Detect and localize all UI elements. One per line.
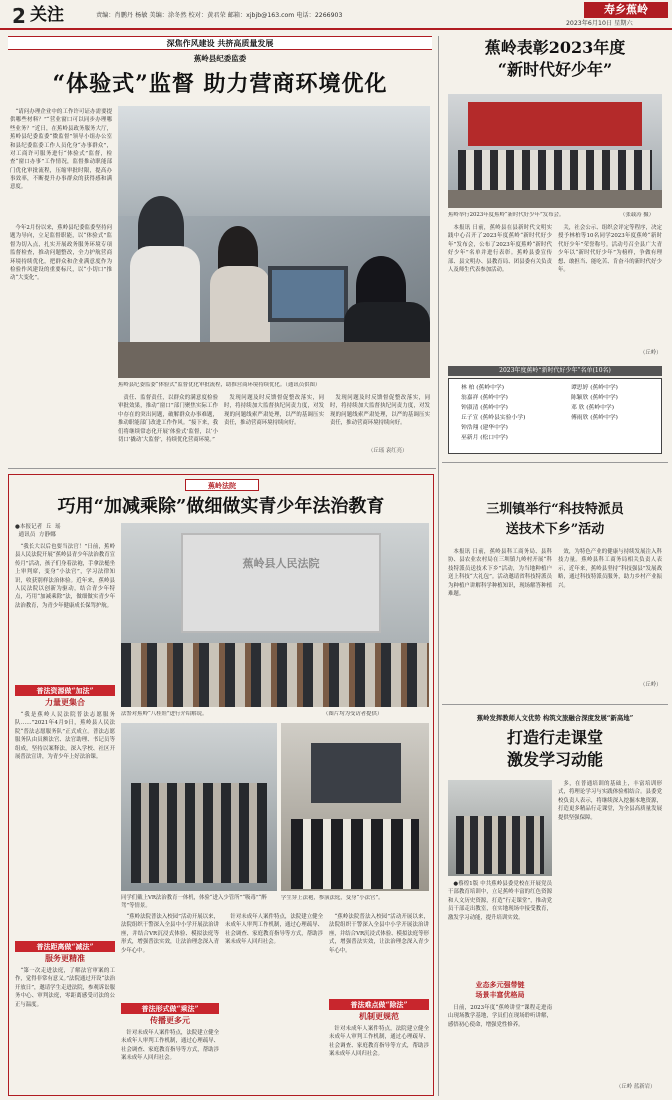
article-headline: 送技术下乡”活动 xyxy=(505,522,605,537)
page-number: 2 xyxy=(12,4,26,28)
article-body: 多，在普通培训的基础上，丰富培训形式，将理论学习与实践体验相结合。县委党校负责人表示，将继续深入挖掘本地资源，打造更多精品行走课堂，为全县高质量发展提供坚强保障。 xyxy=(558,781,662,821)
list-item: 谭思婷 (蕉岭中学) xyxy=(571,385,618,391)
article-photo xyxy=(121,523,429,707)
honor-list-left xyxy=(453,383,563,443)
article-subhead: 传播更多元 xyxy=(150,1015,190,1025)
list-item: 钟浩翔 (建华中学) xyxy=(461,425,508,431)
article-body: 责任、监督责任，以群众的满意度检验审批效果，推动“窗口”部门聚焦实际工作中存在的突出问题，破解群众办事难题，推动职能部门改进工作作风。“接下来，我们将继续常态化开展‘体验式’监督，以‘小切口’撬动‘大监督’，持续优化营商环境。” xyxy=(118,395,218,443)
article-body: “第一次走进法庭，了解法官审案的工作，觉得非常有意义。”法院通过开设“法治开放日”，邀请学生走进法院，参观诉讼服务中心、审判法庭，零距离感受司法的公正与温度。 xyxy=(15,968,115,1008)
article-tech-envoy xyxy=(444,470,666,700)
photo-caption: 同学们戴上VR法治教育一体机，体验“进入少管所”“吸毒”“醉驾”等情景。 xyxy=(121,895,267,909)
article-photo xyxy=(448,780,552,876)
list-item: 邓 欣 (蕉岭中学) xyxy=(571,405,614,411)
list-item: 陈颖欣 (蕉岭中学) xyxy=(571,395,618,401)
photo-caption: 学生穿上法袍，参演法庭，变身“小法官”。 xyxy=(281,895,384,901)
article-subhead: 普法难点做“除法” xyxy=(329,999,429,1010)
article-kicker: 蕉岭法院 xyxy=(208,481,236,490)
section-title: 关注 xyxy=(30,5,64,25)
article-subhead: 服务更精准 xyxy=(45,953,85,963)
article-court xyxy=(8,474,434,1096)
article-headline: 三圳镇举行“科技特派员 xyxy=(486,502,624,517)
article-walking-class xyxy=(444,708,666,1096)
article-body: 效，为特色产业的健康与持续发展注入科技力量。蕉岭县科工商务局相关负责人表示，近年来，蕉岭县坚持“科技强县”发展战略，通过科技特派员服务，助力乡村产业振兴。 xyxy=(558,549,662,589)
article-body: 本报讯 日前，蕉岭县在县新时代文明实践中心召开了2023年度蕉岭“新时代好少年”发布会，公布了2023年度蕉岭“新时代好少年”名单并进行表彰。蕉岭县委宣传部、县文明办、县教育局、团县委有关负责人及师生代表参加活动。 xyxy=(448,225,552,273)
list-item: 林 柏 (蕉岭中学) xyxy=(461,385,504,391)
court-sign: 蕉岭县人民法院 xyxy=(242,557,320,570)
photo-caption: 蕉岭举行2023年度蕉岭“新时代好少年”发布会。 xyxy=(448,212,565,218)
article-headline: 蕉岭表彰2023年度 xyxy=(484,38,626,57)
newspaper-logo: 寿乡蕉岭 xyxy=(584,2,668,18)
photo-caption: 蕉岭县纪委监委“体验式”监督优化审批流程，助推营商环境持续优化。（通讯员供图） xyxy=(118,382,321,388)
honor-list xyxy=(448,378,662,454)
article-subhead: 普法资源做“加法” xyxy=(15,685,115,696)
article-body: “蕉岭法院普法入校园”活动开展以来，法院组织干警深入全县中小学开展法治讲座，并结合VR沉浸式体验、模拟法庭等形式，增强普法实效，让法治理念深入青少年心中。 xyxy=(121,914,219,954)
article-body: 日前，2023年度“蕉岭讲堂”课程走进南山现场教学基地，学员们在现场聆听讲解，感悟初心使命，增强党性修养。 xyxy=(448,1005,552,1028)
article-photo xyxy=(121,723,277,891)
article-body: “我长大以后也要当法官！”日前，蕉岭县人民法院开展“蕉岭县青少年法治教育宣传月”活动，孩子们身着法袍，手拿法槌坐上审判席，变身“小法官”，学习法律知识，收获别样法治体验。近年来，蕉岭县人民法院以创新为驱动，结合青少年特点，巧用“加减乘除”法，做细做实青少年法治教育，为青少年健康成长保驾护航。 xyxy=(15,544,115,609)
section-divider xyxy=(442,704,668,705)
article-photo xyxy=(448,94,662,208)
article-photo xyxy=(281,723,429,891)
editor-credits: 责编：肖鹏丹 杨敏 美编：涂冬然 校对：黄君荣 邮箱：xjbjb@163.com 电话：2266903 xyxy=(96,12,343,19)
article-subhead: 机制更规范 xyxy=(359,1011,399,1021)
article-subhead: 场景丰富优格局 xyxy=(475,990,525,999)
list-item: 傅雨欣 (蕉岭中学) xyxy=(571,415,618,421)
article-body: 针对未成年人案件特点，法院建立健全未成年人审判工作机制，通过心理疏导、社会调查、家庭教育指导等方式，帮助涉案未成年人回归社会。 xyxy=(225,914,323,946)
article-byline: ●本报记者 丘 瑶 通讯员 方静娜 xyxy=(15,524,61,539)
article-body: 针对未成年人案件特点，法院建立健全未成年人审判工作机制，通过心理疏导、社会调查、家庭教育指导等方式，帮助涉案未成年人回归社会。 xyxy=(329,1026,429,1058)
column-divider xyxy=(438,36,439,1096)
article-body: 发现问题及时反馈督促整改落实，同时，将持续加大监督执纪问责力度，对发现的问题线索严肃处理，以严的基调压实责任，推动营商环境持续向好。 xyxy=(224,395,324,427)
article-headline: 激发学习动能 xyxy=(506,750,603,769)
honor-list-title: 2023年度蕉岭“新时代好少年”名单(10名) xyxy=(448,366,662,376)
article-kicker-box xyxy=(185,479,259,491)
article-body: 关，社会公示、组织会评定等程序，决定授予林柏等10名同学2023年度蕉岭“新时代好少年”荣誉称号。活动号召全县广大青少年以“新时代好少年”为榜样，争做有理想、敢担当、能吃苦、肯奋斗的新时代好少年。 xyxy=(558,225,662,273)
banner-text: 深焦作风建设 共挤高质量发展 xyxy=(166,38,274,48)
section-divider xyxy=(442,462,668,463)
list-item: 巫新月 (松口中学) xyxy=(461,435,508,441)
article-sign: （丘岭） xyxy=(640,682,662,688)
article-headline: 打造行走课堂 xyxy=(506,728,603,747)
article-subhead: 普法距离做“减法” xyxy=(15,941,115,952)
article-body: 今年2月份以来，蕉岭县纪委监委坚持问题为导向，立足监督职能，以“体验式”监督为切入点，扎实开展政务服务环境专项监督检查，推动问题整改，全力护航营商环境持续优化，把群众和企业满意度作为检验作风建设的重要标尺，以“小切口”推动“大变化”。 xyxy=(10,225,112,282)
article-sign: （丘瑶 袁红亮） xyxy=(368,448,408,454)
section-divider xyxy=(8,468,436,469)
list-item: 丘子宣 (蕉岭县实验小学) xyxy=(461,415,526,421)
article-body: “请问办理企业中的工作许可证办需要提供哪些材料？”“营业窗口可以同步办理哪些业务？”近日，在蕉岭县政务服务大厅，蕉岭县纪委监委“微监督”领导小组办公室和县纪委监委工作人员化身“办事群众”，对工商许可服务进行“体验式”监督，检查“窗口办事”工作情况，监督推动职能部门优化审批流程，压缩审批时限，提高办事效率，不断提升办事群众的获得感和满意度。 xyxy=(10,109,112,191)
article-banner xyxy=(8,36,432,50)
list-item: 钟淑清 (蕉岭中学) xyxy=(461,405,508,411)
article-subhead: 业态多元强带链 xyxy=(475,980,525,989)
article-body: ●蔡煌1版 中共蕉岭县委党校在开展党员干部教育培训中，立足蕉岭丰富的红色资源和人文历史资源，打造“行走课堂”，推动党员干部走出教室，在实地现场中接受教育，激发学习动能，提升培训实效。 xyxy=(448,881,552,921)
photo-caption: 法警对蕉岭“八桂娃”进行介绍解说。 xyxy=(121,711,208,717)
photo-credit: （张载涛 摄） xyxy=(620,212,655,218)
list-item: 翁嘉祥 (蕉岭中学) xyxy=(461,395,508,401)
article-body: 本报讯 日前，蕉岭县科工商务局、县科协、县农业农村局在三圳镇九岭村开展“科技特派员送技术下乡”活动，为当地种植户送上科技“大礼包”。活动邀请省科技特派员为种植户讲解科学种植知识，现场解答种植难题。 xyxy=(448,549,552,597)
article-headline: 巧用“加减乘除”做细做实青少年法治教育 xyxy=(57,496,385,517)
article-body: “蕉岭法院普法入校园”活动开展以来，法院组织干警深入全县中小学开展法治讲座，并结合VR沉浸式体验、模拟法庭等形式，增强普法实效，让法治理念深入青少年心中。 xyxy=(329,914,429,954)
article-body: 发现问题及时反馈督促整改落实，同时，将持续加大监督执纪问责力度，对发现的问题线索严肃处理，以严的基调压实责任，推动营商环境持续向好。 xyxy=(330,395,430,427)
photo-credit: （图片均为受访者提供） xyxy=(323,711,383,717)
article-photo xyxy=(118,106,430,378)
article-body: 针对未成年人案件特点，法院建立健全未成年人审判工作机制，通过心理疏导、社会调查、家庭教育指导等方式，帮助涉案未成年人回归社会。 xyxy=(121,1030,219,1062)
article-headline: “新时代好少年” xyxy=(497,60,613,79)
honor-list-right xyxy=(563,383,659,423)
article-body: “我是蕉岭人民法院普法志愿服务队……”2021年4月9日，蕉岭县人民法院“普法志愿服务队”正式成立。普法志愿服务队由员额法官、法官助理、书记员等组成，坚持以案释法，深入学校、社区开展普法宣讲，为青少年上好法治课。 xyxy=(15,712,115,760)
article-good-youth xyxy=(444,36,666,476)
issue-date: 2023年6月10日 星期六 xyxy=(566,20,633,27)
article-sign: （丘岭 蓝新岩） xyxy=(616,1084,656,1090)
article-subhead: 力量更集合 xyxy=(45,697,85,707)
article-subhead: 普法形式做“乘法” xyxy=(121,1003,219,1014)
article-kicker: 蕉岭发挥教师人文优势 构筑文旅融合深度发展“新高地” xyxy=(476,714,634,722)
article-headline: “体验式”监督 助力营商环境优化 xyxy=(52,71,388,97)
article-sign: （丘岭） xyxy=(640,350,662,356)
article-supervision xyxy=(8,36,432,466)
article-kicker: 蕉岭县纪委监委 xyxy=(193,54,247,63)
